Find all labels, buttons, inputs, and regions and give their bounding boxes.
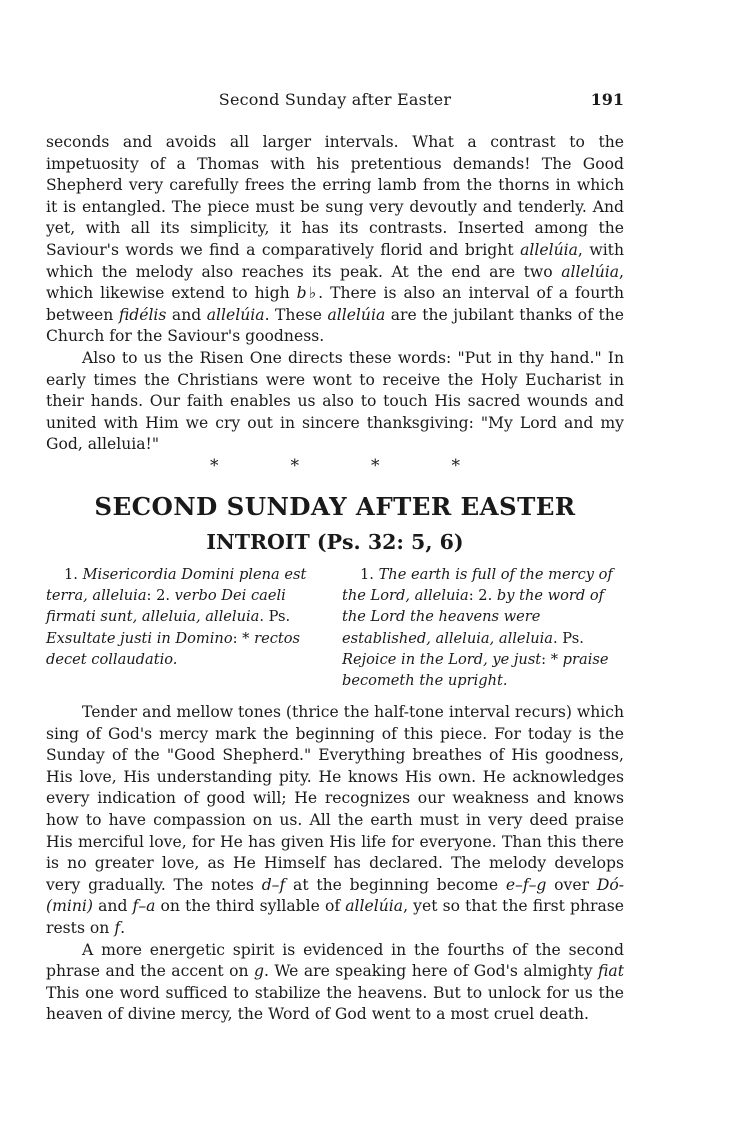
italic-run: allelúia <box>206 305 265 324</box>
asterisk: * <box>210 456 219 476</box>
latin-text-column <box>46 564 328 670</box>
asterisk: * <box>451 456 460 476</box>
introit-reference: (Ps. 32: 5, 6) <box>316 530 464 554</box>
italic-run: e–f–g <box>505 875 547 894</box>
italic-run: allelúia <box>520 240 578 259</box>
italic-run: verbo Dei caeli firmati sunt, alleluia, alleluia <box>46 587 286 626</box>
italic-run: by the word of the Lord the heavens were established, alleluia, alleluia <box>342 587 605 647</box>
paragraph: A more energetic spirit is evidenced in the fourths of the second phrase and the accent on g. We are speaking here of God's almighty fiat This one word sufficed to stabilize the heavens. But to unlock for us the heaven of divine mercy, the Word of God went to a most cruel death. <box>46 940 624 1024</box>
section-break <box>210 456 460 476</box>
asterisk: * <box>290 456 299 476</box>
body-text-top <box>46 132 624 456</box>
italic-run: allelúia <box>327 305 386 324</box>
italic-run: allelúia <box>345 897 404 916</box>
section-title: SECOND SUNDAY AFTER EASTER <box>94 492 576 521</box>
asterisk: * <box>371 456 380 476</box>
english-translation: 1. The earth is full of the mercy of the Lord, alleluia: 2. by the word of the Lord the heavens were established, alleluia, alleluia. Ps. Rejoice in the Lord, ye just: * praise becometh the upright. <box>342 566 613 690</box>
italic-run: b♭ <box>296 284 319 303</box>
introit-label: INTROIT <box>206 530 310 554</box>
italic-run: rectos decet collaudatio. <box>46 629 301 668</box>
italic-run: Dó-(mini) <box>46 875 624 916</box>
running-title: Second Sunday after Easter <box>218 90 452 109</box>
italic-run: Rejoice in the Lord, ye just <box>342 650 542 668</box>
italic-run: praise becometh the upright. <box>342 650 609 690</box>
italic-run: The earth is full of the mercy of the Lord, alleluia <box>342 566 613 605</box>
introit-heading <box>46 530 624 554</box>
page-number: 191 <box>590 90 624 109</box>
latin-text: 1. Misericordia Domini plena est terra, alleluia: 2. verbo Dei caeli firmati sunt, alleluia, alleluia. Ps. Exsultate justi in Domino: * rectos decet collaudatio. <box>46 566 307 668</box>
italic-run: Misericordia Domini plena est terra, alleluia <box>46 566 307 605</box>
paragraph: seconds and avoids all larger intervals. What a contrast to the impetuosity of a Thomas with his pretentious demands! The Good Shepherd very carefully frees the erring lamb from the thorns in which it is entangled. The piece must be sung very devoutly and tenderly. And yet, with all its simplicity, it has its contrasts. Inserted among the Saviour's words we find a comparatively florid and bright allelúia, with which the melody also reaches its peak. At the end are two allelúia, which likewise extend to high b♭. There is also an interval of a fourth between fidélis and allelúia. These allelúia are the jubilant thanks of the Church for the Saviour's goodness. <box>46 133 625 346</box>
italic-run: d–f <box>261 875 286 894</box>
paragraph: Also to us the Risen One directs these words: "Put in thy hand." In early times the Christians were wont to receive the Holy Eucharist in their hands. Our faith enables us also to touch His sacred wounds and united with Him we cry out in sincere thanksgiving: "My Lord and my God, alleluia!" <box>46 348 624 454</box>
italic-run: fiat <box>598 962 624 981</box>
italic-run: f–a <box>132 897 156 916</box>
italic-run: fidélis <box>118 305 167 324</box>
italic-run: f <box>114 918 121 937</box>
italic-run: g <box>253 962 264 981</box>
body-text-bottom <box>46 702 624 1026</box>
english-translation-column <box>342 564 624 691</box>
paragraph: Tender and mellow tones (thrice the half-tone interval recurs) which sing of God's mercy mark the beginning of this piece. For today is the Sunday of the "Good Shepherd." Everything breathes of His goodness, His love, His understanding pity. He knows His own. He acknowledges every indication of good will; He recognizes our weakness and knows how to have compassion on us. All the earth must in very deed praise His merciful love, for He has given His life for everyone. Than this there is no greater love, as He Himself has declared. The melody develops very gradually. The notes d–f at the beginning become e–f–g over Dó-(mini) and f–a on the third syllable of allelúia, yet so that the first phrase rests on f. <box>46 703 625 937</box>
italic-run: Exsultate justi in Domino <box>46 629 233 647</box>
page-header <box>46 90 624 114</box>
italic-run: allelúia <box>561 262 620 281</box>
